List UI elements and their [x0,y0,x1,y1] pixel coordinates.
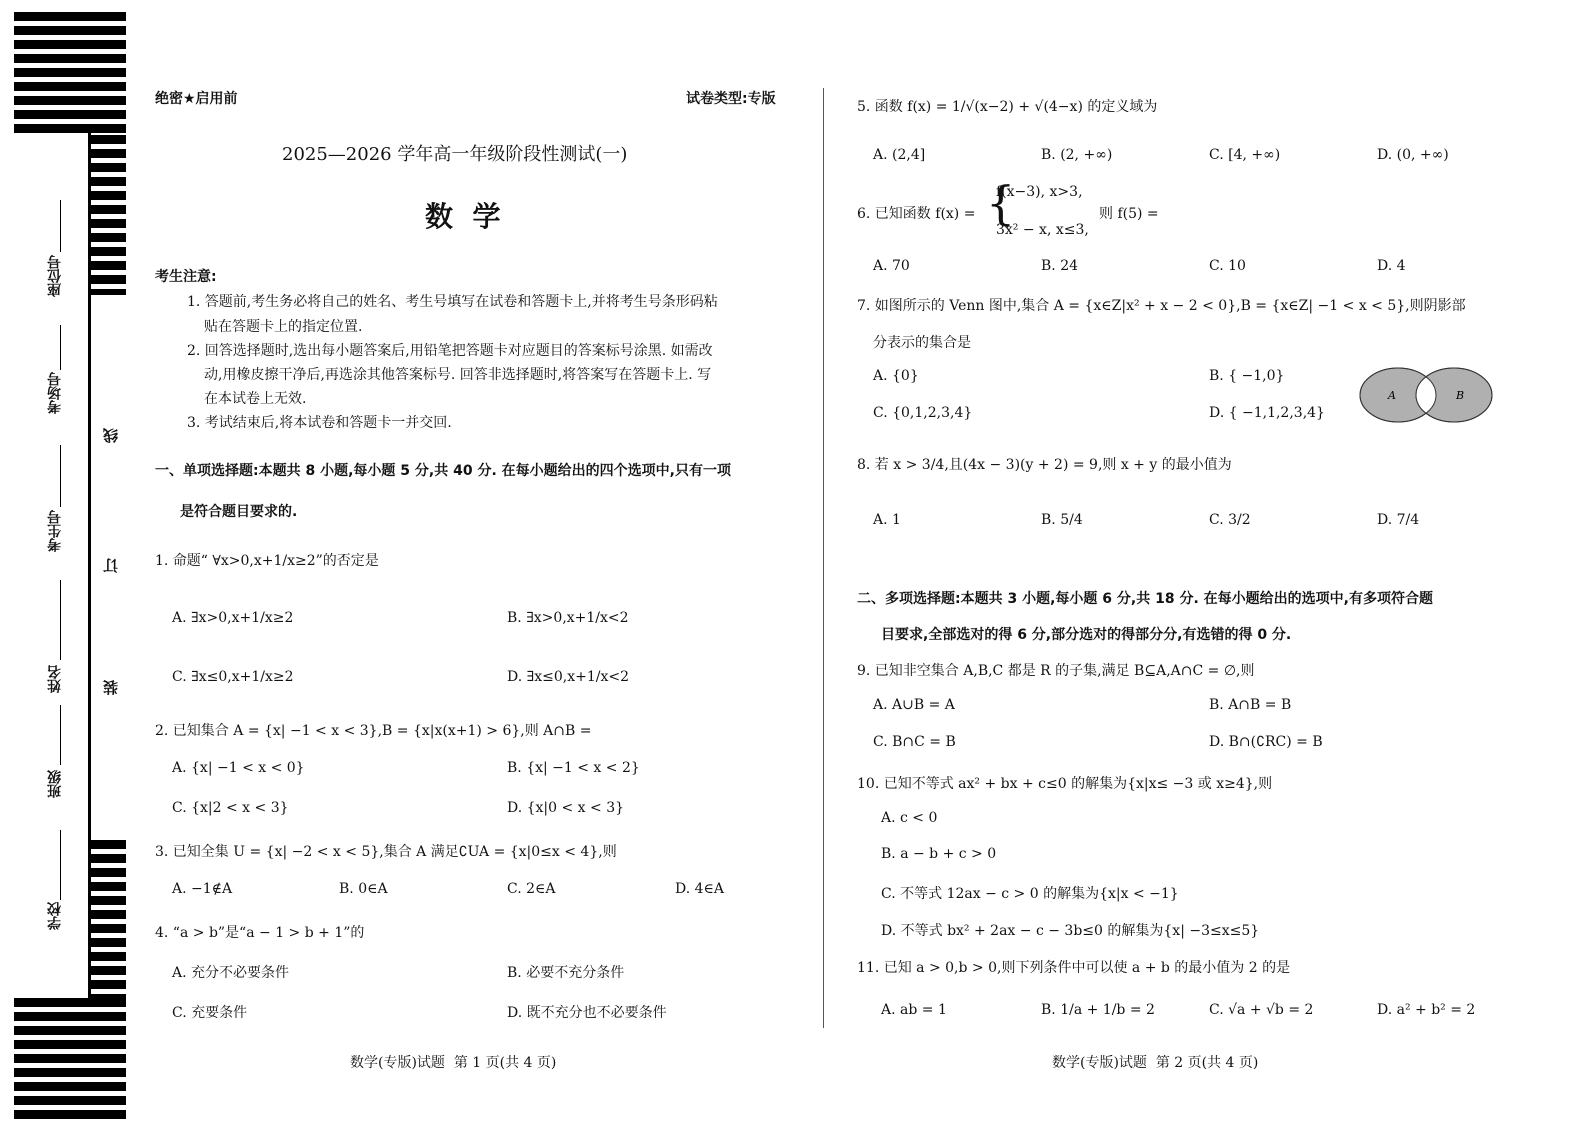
fill-line-seat [60,200,61,252]
q8-option-a: A. 1 [873,512,901,528]
notice-line: 动,用橡皮擦干净后,再选涂其他答案标号. 回答非选择题时,将答案写在答题卡上. 写 [204,367,712,383]
q8-option-b: B. 5/4 [1041,512,1083,528]
page-divider [823,88,824,1028]
q9-option-b: B. A∩B = B [1209,697,1292,713]
q1-option-a: A. ∃x>0,x+1/x≥2 [172,610,294,626]
q7-option-b: B. { −1,0} [1209,368,1285,384]
q5-stem: 5. 函数 f(x) = 1/√(x−2) + √(4−x) 的定义域为 [857,99,1158,115]
fill-line-name [60,580,61,660]
q9-option-c: C. B∩C = B [873,734,956,750]
q4-option-b: B. 必要不充分条件 [507,965,625,981]
q11-option-c: C. √a + √b = 2 [1209,1002,1314,1018]
q1-option-b: B. ∃x>0,x+1/x<2 [507,610,629,626]
q7-option-a: A. {0} [873,368,919,384]
q4-option-c: C. 充要条件 [172,1005,248,1021]
q6-tail: 则 f(5) = [1099,206,1159,222]
q10-option-a: A. c < 0 [881,810,938,826]
paper-type: 试卷类型:专版 [686,91,776,107]
page1-footer: 数学(专版)试题 第 1 页(共 4 页) [350,1055,557,1071]
barcode-strip-top [14,12,126,135]
q4-option-a: A. 充分不必要条件 [172,965,290,981]
fill-line-class [60,705,61,765]
label-exam-room: 考场号 [47,372,63,414]
q5-option-b: B. (2, +∞) [1041,147,1113,163]
label-name: 姓名 [47,665,63,693]
q10-option-c: C. 不等式 12ax − c > 0 的解集为{x|x < −1} [881,886,1179,902]
q8-option-d: D. 7/4 [1377,512,1420,528]
q10-option-d: D. 不等式 bx² + 2ax − c − 3b≤0 的解集为{x| −3≤x≤5} [881,923,1260,939]
q11-option-b: B. 1/a + 1/b = 2 [1041,1002,1155,1018]
subject-title: 数 学 [425,200,501,233]
q9-stem: 9. 已知非空集合 A,B,C 都是 R 的子集,满足 B⊆A,A∩C = ∅,则 [857,663,1255,679]
fill-line-room [60,325,61,370]
q1-option-d: D. ∃x≤0,x+1/x<2 [507,669,629,685]
q7-option-d: D. { −1,1,2,3,4} [1209,405,1325,421]
label-student-id: 考生号 [47,510,63,552]
section2-heading: 二、多项选择题:本题共 3 小题,每小题 6 分,共 18 分. 在每小题给出的选项中,有多项符合题 [857,591,1433,607]
q1-stem: 1. 命题“ ∀x>0,x+1/x≥2”的否定是 [155,553,379,569]
fill-line-school [60,830,61,900]
q6-option-d: D. 4 [1377,258,1406,274]
q8-option-c: C. 3/2 [1209,512,1251,528]
q9-option-a: A. A∪B = A [873,697,955,713]
notice-line: 2. 回答选择题时,选出每小题答案后,用铅笔把答题卡对应题目的答案标号涂黑. 如需改 [187,343,713,359]
q9-option-d: D. B∩(∁RC) = B [1209,734,1323,750]
q5-option-a: A. (2,4] [873,147,926,163]
q11-stem: 11. 已知 a > 0,b > 0,则下列条件中可以使 a + b 的最小值为 2 的是 [857,960,1291,976]
notice-line: 1. 答题前,考生务必将自己的姓名、考生号填写在试卷和答题卡上,并将考生号条形码粘 [187,294,718,310]
binding-label-line: 线 [102,428,120,443]
q7-option-c: C. {0,1,2,3,4} [873,405,973,421]
q7-stem: 7. 如图所示的 Venn 图中,集合 A = {x∈Z|x² + x − 2 < 0},B = {x∈Z| −1 < x < 5},则阴影部 [857,298,1466,314]
notice-line: 3. 考试结束后,将本试卷和答题卡一并交回. [187,415,452,431]
label-class: 班级 [47,770,63,798]
q3-option-d: D. 4∈A [675,881,725,897]
barcode-strip-bottom [14,998,126,1123]
barcode-strip-mid [90,135,126,295]
venn-label-a: A [1388,389,1396,402]
venn-label-b: B [1456,389,1465,402]
page2-footer: 数学(专版)试题 第 2 页(共 4 页) [1052,1055,1259,1071]
q2-option-d: D. {x|0 < x < 3} [507,800,625,816]
venn-diagram [1358,366,1494,424]
q6-option-a: A. 70 [873,258,910,274]
notice-heading: 考生注意: [155,269,217,285]
q5-option-d: D. (0, +∞) [1377,147,1449,163]
q3-stem: 3. 已知全集 U = {x| −2 < x < 5},集合 A 满足∁UA = {x|0≤x < 4},则 [155,844,617,860]
notice-line: 在本试卷上无效. [204,391,307,407]
binding-label-bind: 装 [102,680,120,695]
notice-line: 贴在答题卡上的指定位置. [204,319,363,335]
q3-option-b: B. 0∈A [339,881,388,897]
exam-title: 2025—2026 学年高一年级阶段性测试(一) [282,144,628,165]
q4-option-d: D. 既不充分也不必要条件 [507,1005,667,1021]
q6-stem: 6. 已知函数 f(x) = [857,206,976,222]
q2-stem: 2. 已知集合 A = {x| −1 < x < 3},B = {x|x(x+1) > 6},则 A∩B = [155,723,592,739]
q3-option-a: A. −1∉A [172,881,233,897]
q5-option-c: C. [4, +∞) [1209,147,1281,163]
fill-line-student-id [60,445,61,507]
q8-stem: 8. 若 x > 3/4,且(4x − 3)(y + 2) = 9,则 x + y 的最小值为 [857,457,1232,473]
section2-heading-cont: 目要求,全部选对的得 6 分,部分选对的得部分分,有选错的得 0 分. [881,627,1292,643]
secret-label: 绝密★启用前 [155,91,238,107]
q6-option-b: B. 24 [1041,258,1079,274]
q6-brace: { [986,176,1016,230]
q4-stem: 4. “a > b”是“a − 1 > b + 1”的 [155,925,365,941]
q7-stem-cont: 分表示的集合是 [873,335,971,351]
q11-option-a: A. ab = 1 [881,1002,947,1018]
q6-option-c: C. 10 [1209,258,1246,274]
q3-option-c: C. 2∈A [507,881,556,897]
binding-line [88,133,91,998]
q2-option-a: A. {x| −1 < x < 0} [172,760,305,776]
q11-option-d: D. a² + b² = 2 [1377,1002,1476,1018]
q10-stem: 10. 已知不等式 ax² + bx + c≤0 的解集为{x|x≤ −3 或 x≥4},则 [857,776,1273,792]
barcode-strip-lower [90,840,126,1000]
q1-option-c: C. ∃x≤0,x+1/x≥2 [172,669,294,685]
q2-option-c: C. {x|2 < x < 3} [172,800,289,816]
label-school: 学校 [47,902,63,930]
label-seat-number: 座位号 [47,255,63,297]
q2-option-b: B. {x| −1 < x < 2} [507,760,640,776]
binding-label-staple: 订 [102,558,120,573]
q6-case-1: f(x−3), x>3, [996,184,1083,200]
section1-heading-cont: 是符合题目要求的. [180,504,298,520]
q6-case-2: 3x² − x, x≤3, [996,222,1089,238]
q10-option-b: B. a − b + c > 0 [881,846,997,862]
section1-heading: 一、单项选择题:本题共 8 小题,每小题 5 分,共 40 分. 在每小题给出的四个选项中,只有一项 [155,463,731,479]
